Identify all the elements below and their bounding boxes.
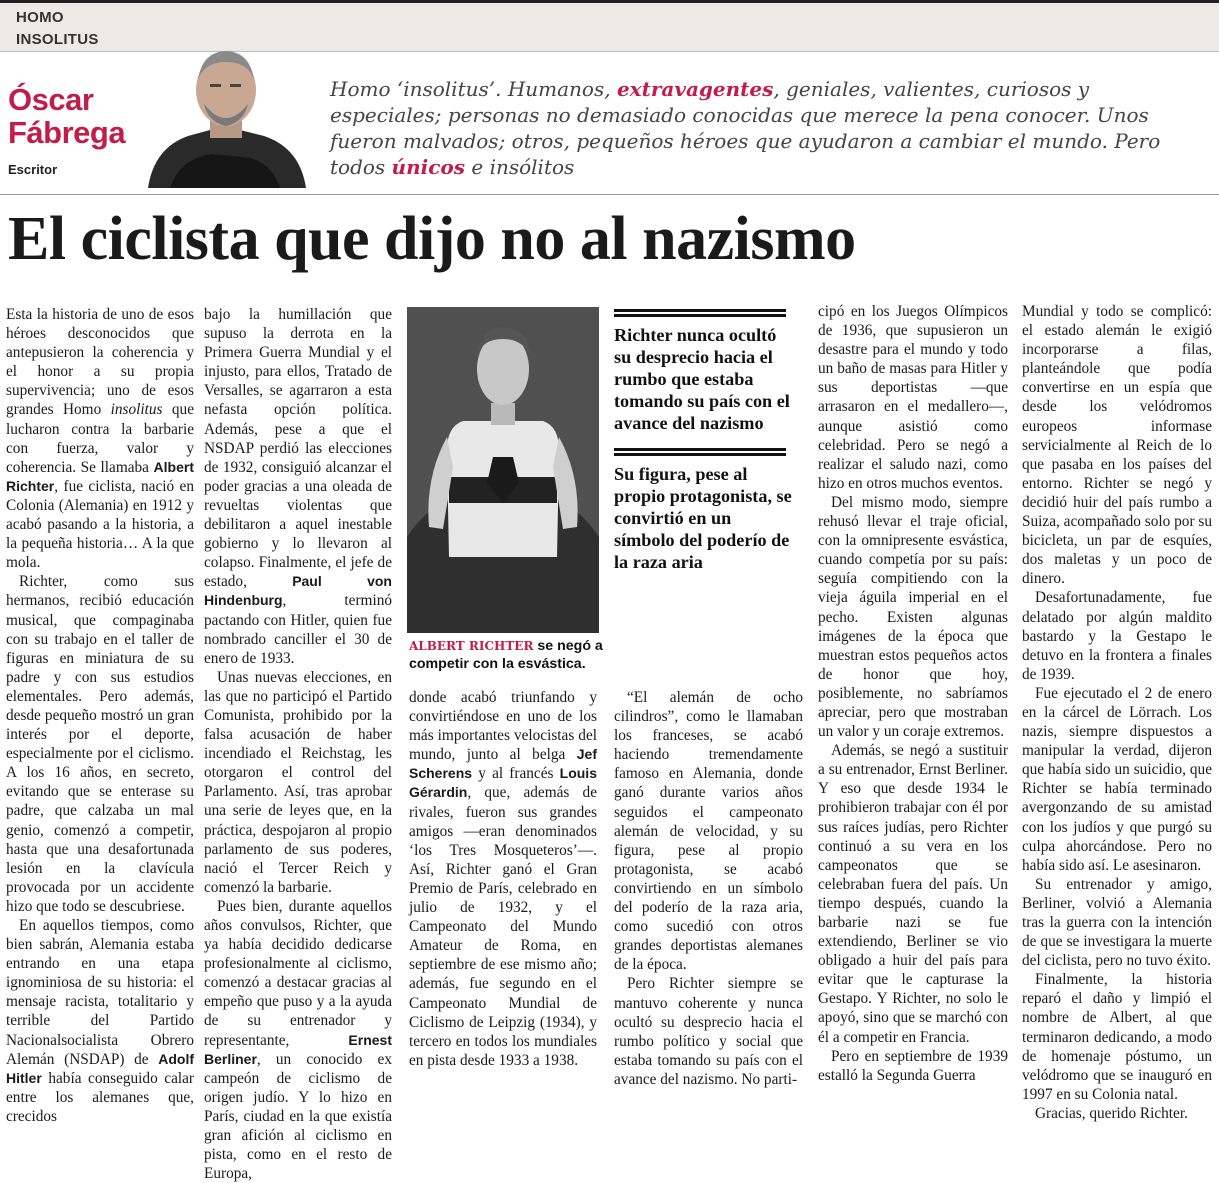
intro-blurb: Homo ‘insolitus’. Humanos, extravagentes, geniales, valientes, curiosos y especiales; personas no demasiado conocidas que merece la pena conocer. Unos fueron malvados; otros, pequeños héroes que ayudaron a cambiar el mundo. Pero todos únicos e insólitos xyxy=(330,77,1161,179)
name-paul-von-hindenburg: Paul von Hindenburg xyxy=(204,573,392,609)
article-column-2: bajo la humillación que supuso la derrota en la Primera Guerra Mundial y el injusto, para ellos, Tratado de Versalles, se agarraron a esta nefasta opción política. Además, pese a que el NSDAP perdió las elecciones de 1932, consiguió alcanzar el poder gracias a una oleada de revueltas violentas que debilitaron a aquel inestable gobierno y lo llevaron al colapso. Finalmente, el jefe de estado, Paul von Hindenburg, terminó pactando con Hitler, quien fue nombrado canciller el 30 de enero de 1933. Unas nuevas elecciones, en las que no participó el Partido Comunista, prohibido por la falsa acusación de haber incendiado el Reichstag, les otorgaron el control del Parlamento. Así, tras aprobar una serie de leyes que, en la práctica, despojaron al propio parlamento de sus poderes, nació el Tercer Reich y comenzó la barbarie. Pues bien, durante aquellos años convulsos, Richter, que ya había decidido dedicarse profesionalmente al ciclismo, comenzó a destacar gracias al empeño que puso y a la ayuda de su entrenador y representante, Ernest Berliner, un conocido ex campeón de ciclismo de origen judío. Y lo hizo en París, ciudad en la que existía gran afición al ciclismo en pista, como en el resto de Europa, xyxy=(204,306,392,1183)
quote-2-rule xyxy=(614,448,786,451)
article-headline: El ciclista que dijo no al nazismo xyxy=(8,205,856,273)
name-louis-gerardin: Louis Gérardin xyxy=(409,765,597,801)
article-column-1: Esta la historia de uno de esos héroes desconocidos que antepusieron la coherencia y el honor a su propia supervivencia; uno de esos grandes Homo insolitus que lucharon contra la barbarie con fuerza, valor y coherencia. Se llamaba Albert Richter, fue ciclista, nació en Colonia (Alemania) en 1912 y acabó pasando a la historia, a la pequeña historia… A la que mola. Richter, como sus hermanos, recibió educación musical, que compaginaba con su trabajo en el taller de figuras en miniatura de su padre y con sus estudios elementales. Pero además, desde pequeño mostró un gran interés por el deporte, especialmente por el ciclismo. A los 16 años, en secreto, evitando que se enterase su padre, que calzaba un mal genio, comenzó a competir, hasta que una desafortunada lesión en la clavícula provocada por un accidente hizo que todo se descubriese. En aquellos tiempos, como bien sabrán, Alemania estaba entrando en una etapa ignominiosa de su historia: el mensaje racista, totalitario y terrible del Partido Nacionalsocialista Obrero Alemán (NSDAP) de Adolf Hitler había conseguido calar entre los alemanes que, crecidos xyxy=(6,306,194,1125)
article-column-3: donde acabó triunfando y convirtiéndose en uno de los más importantes velocistas del mundo, junto al belga Jef Scherens y al francés Louis Gérardin, que, además de rivales, fueron sus grandes amigos —eran denominados ‘los Tres Mosqueteros’—. Así, Richter ganó el Gran Premio de París, celebrado en julio de 1932, y el Campeonato del Mundo Amateur de Roma, en septiembre de ese mismo año; además, fue segundo en el Campeonato Mundial de Ciclismo de Leipzig (1934), y tercero en todos los mundiales en pista desde 1933 a 1938. xyxy=(409,689,597,1069)
quote-1-rule xyxy=(614,309,786,312)
name-ernest-berliner: Ernest Berliner xyxy=(204,1031,392,1067)
pull-quote-1: Richter nunca ocultó su desprecio hacia el rumbo que estaba tomando su país con el avance del nazismo xyxy=(614,325,790,433)
intro-highlight-extravagentes: extravagentes xyxy=(616,77,774,101)
caption-name: ALBERT RICHTER xyxy=(409,639,534,653)
section-tag-line1: HOMO xyxy=(16,9,64,26)
article-column-4: “El alemán de ocho cilindros”, como le llamaban los franceses, se acabó haciendo tremendamente famoso en Alemania, donde ganó durante varios años seguidos el campeonato alemán de velocidad, y su figura, pese al propio protagonista, se acabó convirtiendo en un símbolo del poderío de la raza aria, como sucedió con otros grandes deportistas alemanes de la época. Pero Richter siempre se mantuvo coherente y nunca ocultó su desprecio hacia el rumbo político y social que estaba tomando su país con el avance del nazismo. No parti- xyxy=(614,689,803,1088)
author-last-name: Fábrega xyxy=(8,115,126,150)
section-tag-line2: INSOLITUS xyxy=(16,31,99,48)
article-column-6: Mundial y todo se complicó: el estado alemán le exigió incorporarse a filas, planteándole que podía convertirse en un espía que desde los velódromos europeos informase servicialmente al Reich de lo que pasaba en los países del entorno. Richter se negó y decidió huir del país rumbo a Suiza, acompañado solo por su bicicleta, un par de esquíes, dos maletas y un poco de dinero. Desafortunadamente, fue delatado por algún maldito bastardo y la Gestapo le detuvo en la frontera a finales de 1939. Fue ejecutado el 2 de enero en la cárcel de Lörrach. Los nazis, siempre dispuestos a manipular la verdad, dijeron que había sido un suicidio, que Richter se había terminado avergonzando de su amistad con los judíos y que purgó su culpa ahorcándose. Pero no había sido así. Le asesinaron. Su entrenador y amigo, Berliner, volvió a Alemania tras la guerra con la intención de que se investigara la muerte del ciclista, pero no tuvo éxito. Finalmente, la historia reparó el daño y limpió el nombre de Albert, al que terminaron dedicando, a modo de homenaje póstumo, un velódromo que se inauguró en 1997 en su Colonia natal. Gracias, querido Richter. xyxy=(1022,303,1212,1122)
author-first-name: Óscar xyxy=(8,82,94,117)
albert-richter-photo xyxy=(407,307,599,633)
intro-highlight-unicos: únicos xyxy=(391,155,466,179)
name-jef-scherens: Jef Scherens xyxy=(409,746,597,782)
name-albert-richter: Albert Richter xyxy=(6,458,194,494)
author-role: Escritor xyxy=(8,162,58,177)
pull-quote-2: Su figura, pese al propio protagonista, se convirtió en un símbolo del poderío de la raza aria xyxy=(614,464,792,572)
author-portrait xyxy=(140,36,310,188)
name-adolf-hitler: Adolf Hitler xyxy=(6,1050,194,1086)
photo-caption: ALBERT RICHTER se negó a competir con la esvástica. xyxy=(409,638,603,672)
header-divider xyxy=(0,194,1219,195)
article-column-5: cipó en los Juegos Olímpicos de 1936, que supusieron un desastre para el mundo y todo un baño de masas para Hitler y sus deportistas —que arrasaron en el medallero—, aunque asistió como celebridad. Pero se negó a realizar el saludo nazi, como hizo en otros muchos eventos. Del mismo modo, siempre rehusó llevar el traje oficial, con la omnipresente esvástica, cuando competía por su país: seguía compitiendo con la vieja águila imperial en el pecho. Existen algunas imágenes de la época que muestran estos pequeños actos de honor que hoy, posiblemente, no sabríamos apreciar, pero que mostraban un valor y un coraje extremos. Además, se negó a sustituir a su entrenador, Ernst Berliner. Y eso que desde 1934 le prohibieron trabajar con él por sus raíces judías, pero Richter continuó a su vera en los campeonatos que se celebraban fuera del país. Un tiempo después, cuando la barbarie nazi se fue extendiendo, Berliner se vio obligado a huir del país para evitar que le capturase la Gestapo. Y Richter, no solo le apoyó, sino que se marchó con él a competir en Francia. Pero en septiembre de 1939 estalló la Segunda Guerra xyxy=(818,303,1008,1084)
